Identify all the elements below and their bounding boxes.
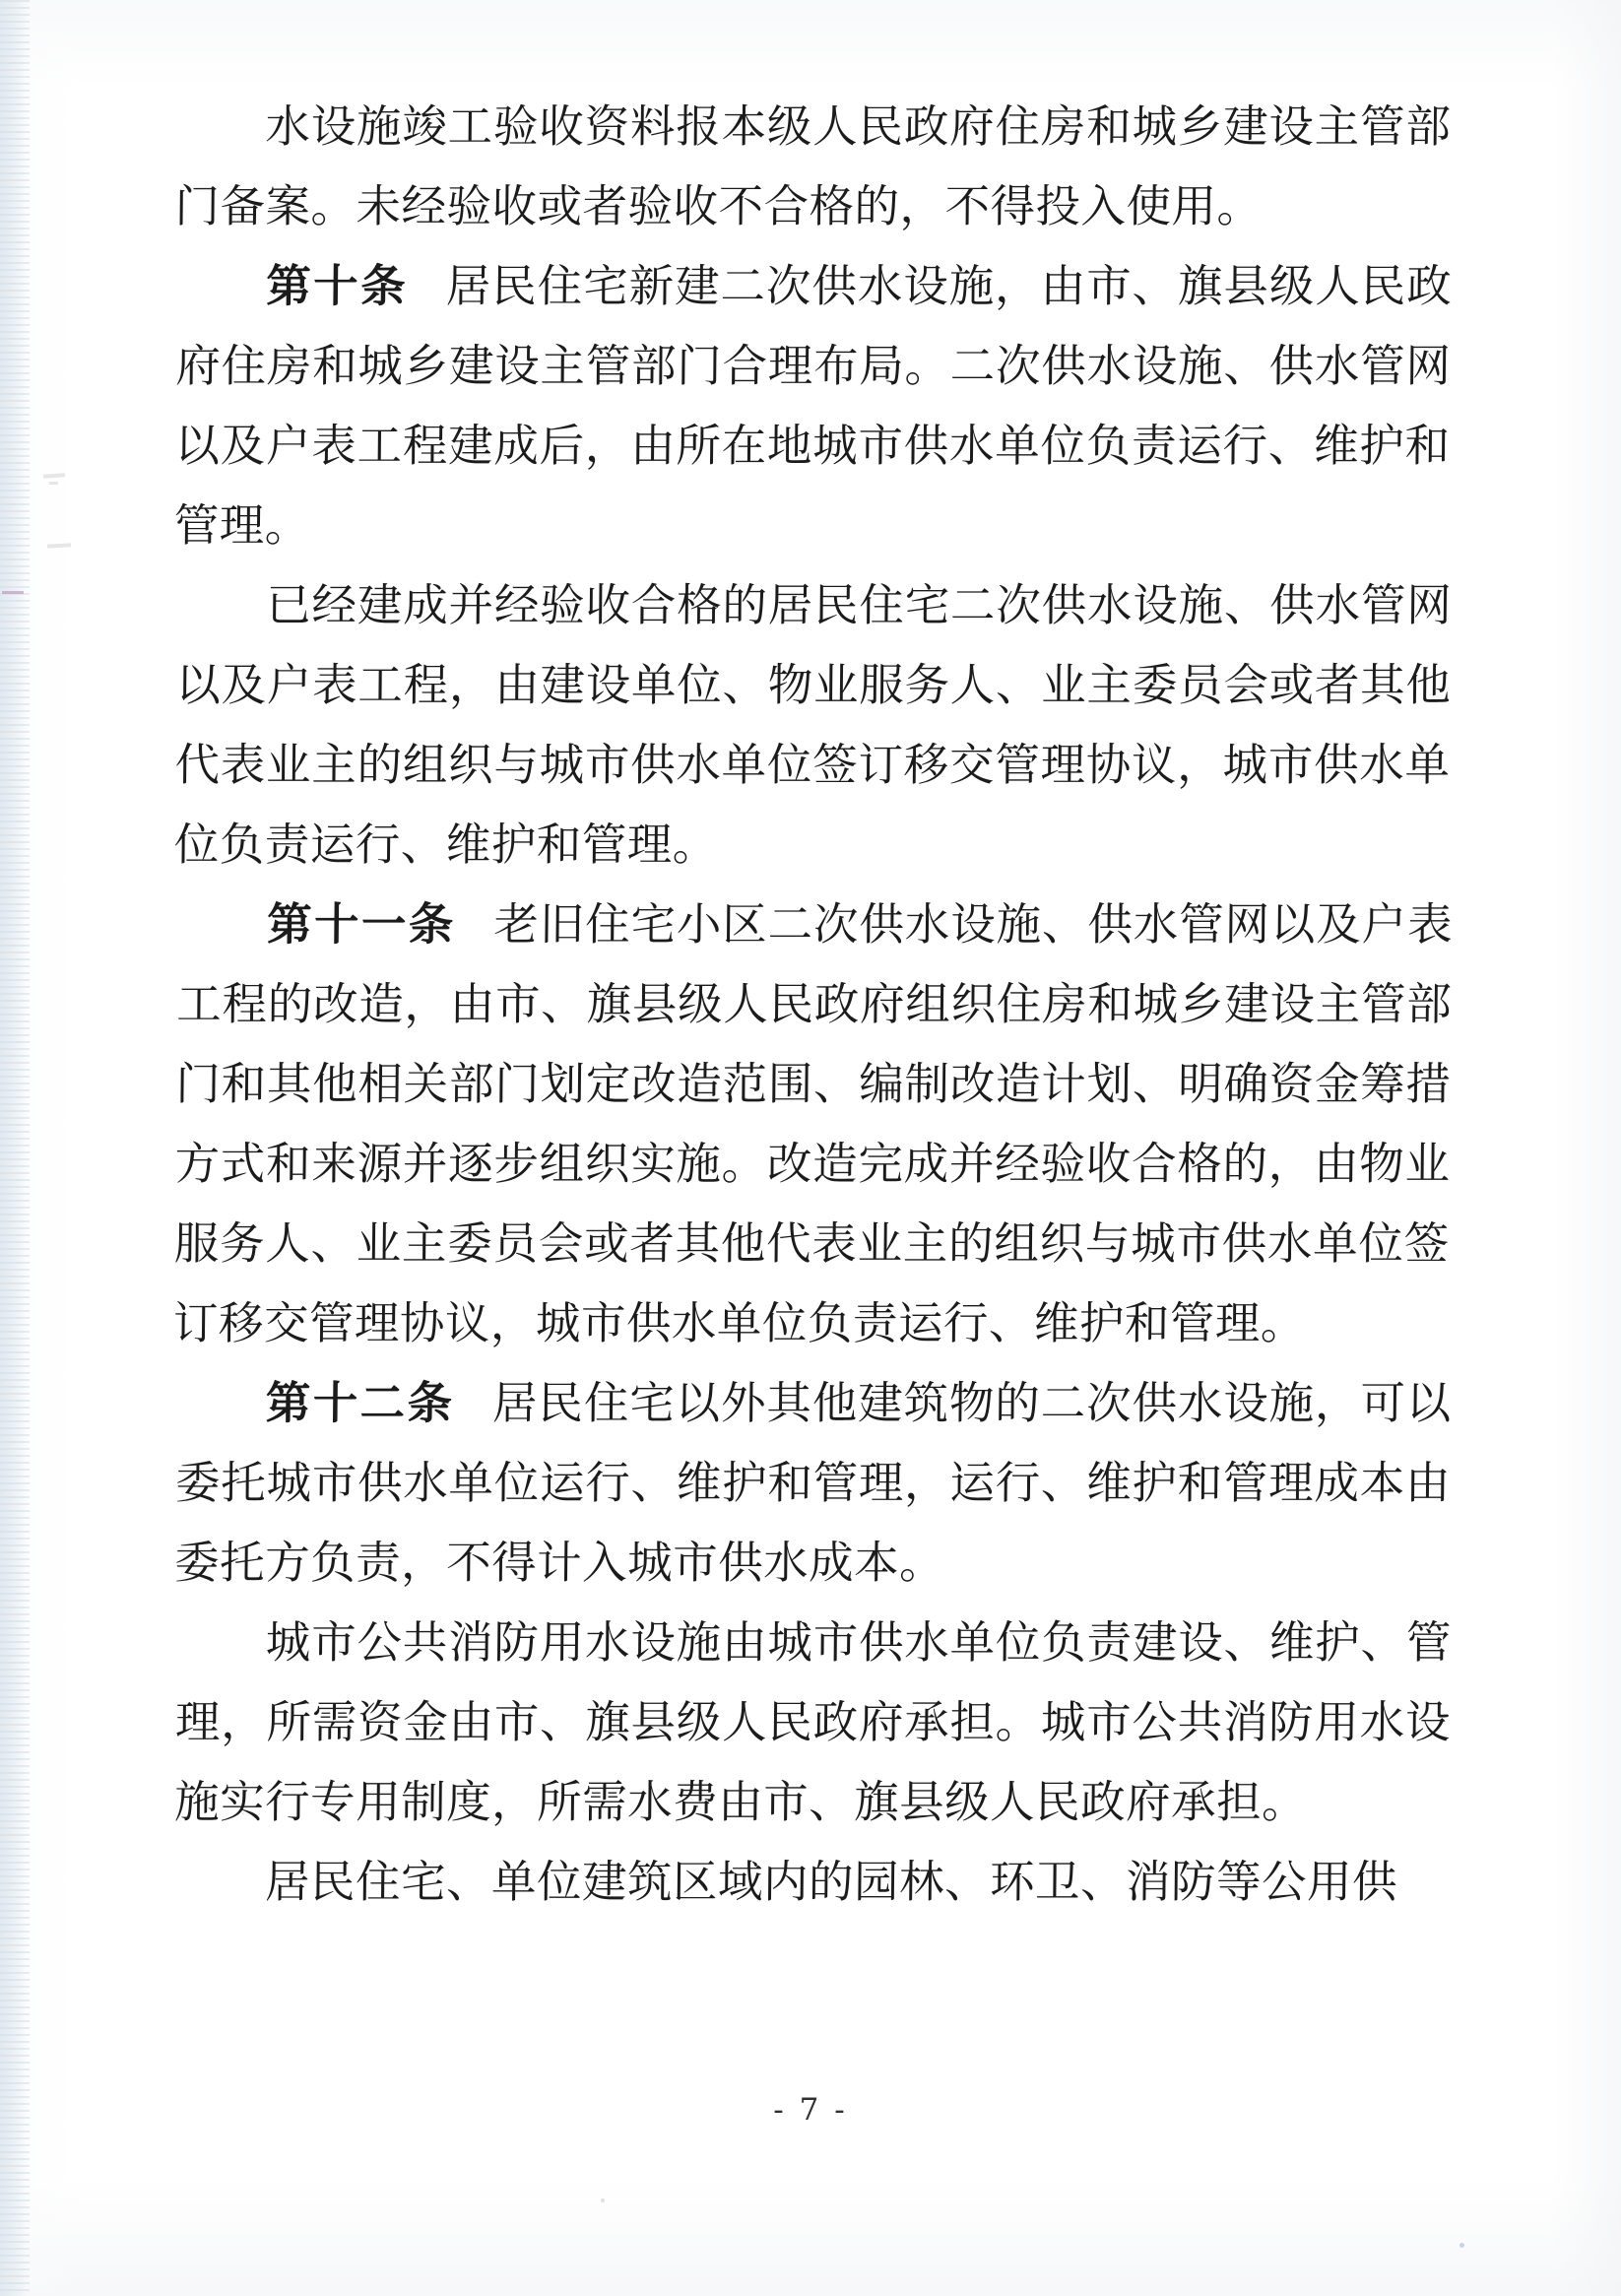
paragraph-text: 老旧住宅小区二次供水设施、供水管网以及户表工程的改造，由市、旗县级人民政府组织住房和城乡建设主管部门和其他相关部门划定改造范围、编制改造计划、明确资金筹措方式和来源并逐步组织实施。改造完成并经验收合格的，由物业服务人、业主委员会或者其他代表业主的组织与城市供水单位签订移交管理协议，城市供水单位负责运行、维护和管理。 <box>172 898 1454 1349</box>
paragraph-text: 居民住宅、单位建筑区域内的园林、环卫、消防等公用供 <box>264 1856 1398 1908</box>
paragraph-text: 已经建成并经验收合格的居民住宅二次供水设施、供水管网以及户表工程，由建设单位、物业服务人、业主委员会或者其他代表业主的组织与城市供水单位签订移交管理协议，城市供水单位负责运行、维护和管理。 <box>173 579 1453 871</box>
paragraph-article-10 <box>173 246 1452 565</box>
document-body <box>172 87 1454 1922</box>
scanner-edge-artifact <box>0 0 30 2296</box>
article-label-11: 第十一条 <box>266 897 456 951</box>
paragraph-article-12-second <box>174 1603 1453 1842</box>
paragraph-article-12 <box>174 1363 1453 1603</box>
paragraph-continuation <box>174 87 1452 246</box>
paragraph-article-11 <box>172 885 1453 1363</box>
paragraph-text: 居民住宅新建二次供水设施，由市、旗县级人民政府住房和城乡建设主管部门合理布局。二次供水设施、供水管网以及户表工程建成后，由所在地城市供水单位负责运行、维护和管理。 <box>173 260 1453 552</box>
page-number: - 7 - <box>773 2092 848 2128</box>
article-label-12: 第十二条 <box>265 1376 455 1429</box>
margin-stray-mark <box>47 543 71 548</box>
margin-stray-mark <box>49 482 58 485</box>
paragraph-text: 水设施竣工验收资料报本级人民政府住房和城乡建设主管部门备案。未经验收或者验收不合格的，不得投入使用。 <box>174 100 1452 232</box>
paragraph-article-10-second <box>173 565 1452 885</box>
paragraph-text: 居民住宅以外其他建筑物的二次供水设施，可以委托城市供水单位运行、维护和管理，运行、维护和管理成本由委托方负责，不得计入城市供水成本。 <box>173 1377 1453 1589</box>
scan-speckle <box>601 2198 605 2202</box>
scan-speckle <box>1459 2243 1464 2248</box>
paragraph-article-12-third <box>175 1842 1452 1922</box>
paragraph-text: 城市公共消防用水设施由城市供水单位负责建设、维护、管理，所需资金由市、旗县级人民政府承担。城市公共消防用水设施实行专用制度，所需水费由市、旗县级人民政府承担。 <box>173 1616 1453 1828</box>
margin-stray-mark <box>43 473 65 479</box>
article-label-10: 第十条 <box>265 259 409 312</box>
